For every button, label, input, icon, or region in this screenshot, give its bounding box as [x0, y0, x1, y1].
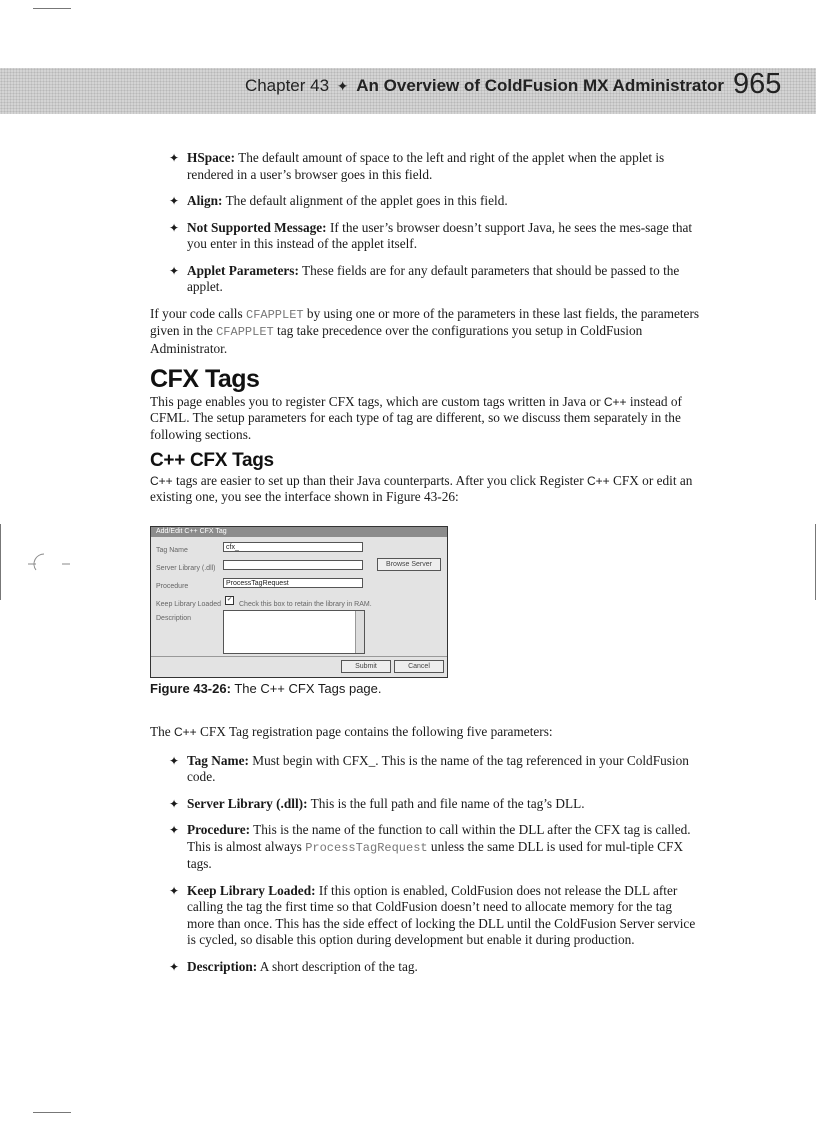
- list-item: ✦ Applet Parameters: These fields are for any default parameters that should be passed to the applet.: [169, 262, 680, 294]
- page-body: [150, 150, 702, 985]
- running-header: [245, 76, 724, 96]
- bullet-star-icon: ✦: [169, 220, 180, 235]
- bullet-star-icon: ✦: [169, 263, 180, 278]
- list-item: ✦ Tag Name: Must begin with CFX_. This is the name of the tag referenced in your ColdFusion code.: [169, 752, 689, 784]
- cpp-intro-paragraph: C++ tags are easier to set up than their Java counterparts. After you click Register C++ CFX or edit an existing one, you see the interface shown in Figure 43-26:: [150, 472, 693, 504]
- params-intro-paragraph: The C++ CFX Tag registration page contains the following five parameters:: [150, 724, 553, 739]
- browse-server-button[interactable]: Browse Server: [377, 558, 441, 571]
- description-scrollbar[interactable]: [355, 611, 364, 653]
- crop-mark-top-left: [33, 8, 71, 9]
- list-item: ✦ Align: The default alignment of the applet goes in this field.: [169, 193, 508, 208]
- cfapplet-paragraph: If your code calls CFAPPLET by using one or more of the parameters in these last fields, the parameters given in the CFAPPLET tag take precedence over the configurations you setup in ColdFusion Administrator.: [150, 305, 700, 356]
- server-library-label: Server Library (.dll): [156, 564, 216, 572]
- list-item: ✦ Procedure: This is the name of the function to call within the DLL after the CFX tag is called. This is almost always ProcessTagRequest unless the same DLL is used for mul-tiple CFX tags.: [169, 822, 691, 871]
- crop-mark-bottom-left: [33, 1112, 71, 1113]
- cpp-cfx-tags-heading: C++ CFX Tags: [150, 450, 274, 471]
- cfx-tags-heading: CFX Tags: [150, 365, 260, 393]
- header-separator-icon: ✦: [336, 79, 349, 95]
- page-number: 965: [733, 68, 782, 100]
- server-library-input[interactable]: [223, 560, 363, 570]
- dialog-divider: [151, 656, 447, 657]
- description-textarea[interactable]: [223, 610, 365, 654]
- procedure-input[interactable]: ProcessTagRequest: [223, 578, 363, 588]
- cfx-parameters-list: [150, 753, 702, 976]
- registration-mark-icon: [0, 548, 80, 580]
- cfx-intro-paragraph: This page enables you to register CFX tags, which are custom tags written in Java or C++ instead of CFML. The setup parameters for each type of tag are different, so we discuss them separately in the following sections.: [150, 393, 682, 442]
- cfx-tag-dialog-screenshot: [150, 526, 448, 678]
- keep-loaded-help-text: Check this box to retain the library in RAM.: [239, 600, 372, 608]
- bullet-star-icon: ✦: [169, 753, 180, 768]
- keep-library-loaded-label: Keep Library Loaded: [156, 600, 221, 608]
- procedure-label: Procedure: [156, 582, 189, 590]
- list-item: ✦ Server Library (.dll): This is the full path and file name of the tag’s DLL.: [169, 795, 585, 811]
- chapter-number: Chapter 43: [244, 76, 330, 95]
- bullet-star-icon: ✦: [169, 883, 180, 898]
- submit-button[interactable]: Submit: [341, 660, 391, 673]
- list-item: ✦ Description: A short description of the tag.: [169, 958, 418, 974]
- figure-caption: Figure 43-26: The C++ CFX Tags page.: [150, 680, 382, 696]
- tag-name-input[interactable]: cfx_: [223, 542, 363, 552]
- tag-name-label: Tag Name: [156, 546, 188, 554]
- keep-loaded-checkbox[interactable]: ✔: [226, 596, 233, 603]
- bullet-star-icon: ✦: [169, 796, 180, 811]
- list-item: ✦ Keep Library Loaded: If this option is enabled, ColdFusion does not release the DLL after calling the tag the first time so that ColdFusion doesn’t need to allocate memory for the tag more than once. This has the side effect of locking the DLL until the ColdFusion Server service is cycled, so disable this option during development but enable it during production.: [169, 882, 696, 947]
- bullet-star-icon: ✦: [169, 151, 180, 165]
- cancel-button[interactable]: Cancel: [394, 660, 444, 673]
- list-item: ✦ Not Supported Message: If the user’s browser doesn’t support Java, he sees the mes-sage that you enter in this instead of the applet itself.: [169, 219, 693, 251]
- chapter-title: An Overview of ColdFusion MX Administrator: [356, 76, 724, 95]
- bullet-star-icon: ✦: [169, 823, 180, 837]
- description-label: Description: [156, 614, 192, 622]
- bullet-star-icon: ✦: [169, 959, 180, 974]
- dialog-title: Add/Edit C++ CFX Tag: [151, 527, 447, 537]
- applet-options-list: [150, 150, 702, 296]
- list-item: ✦ HSpace: The default amount of space to the left and right of the applet when the applet is rendered in a user’s browser goes in this field.: [169, 150, 665, 182]
- bullet-star-icon: ✦: [169, 194, 180, 208]
